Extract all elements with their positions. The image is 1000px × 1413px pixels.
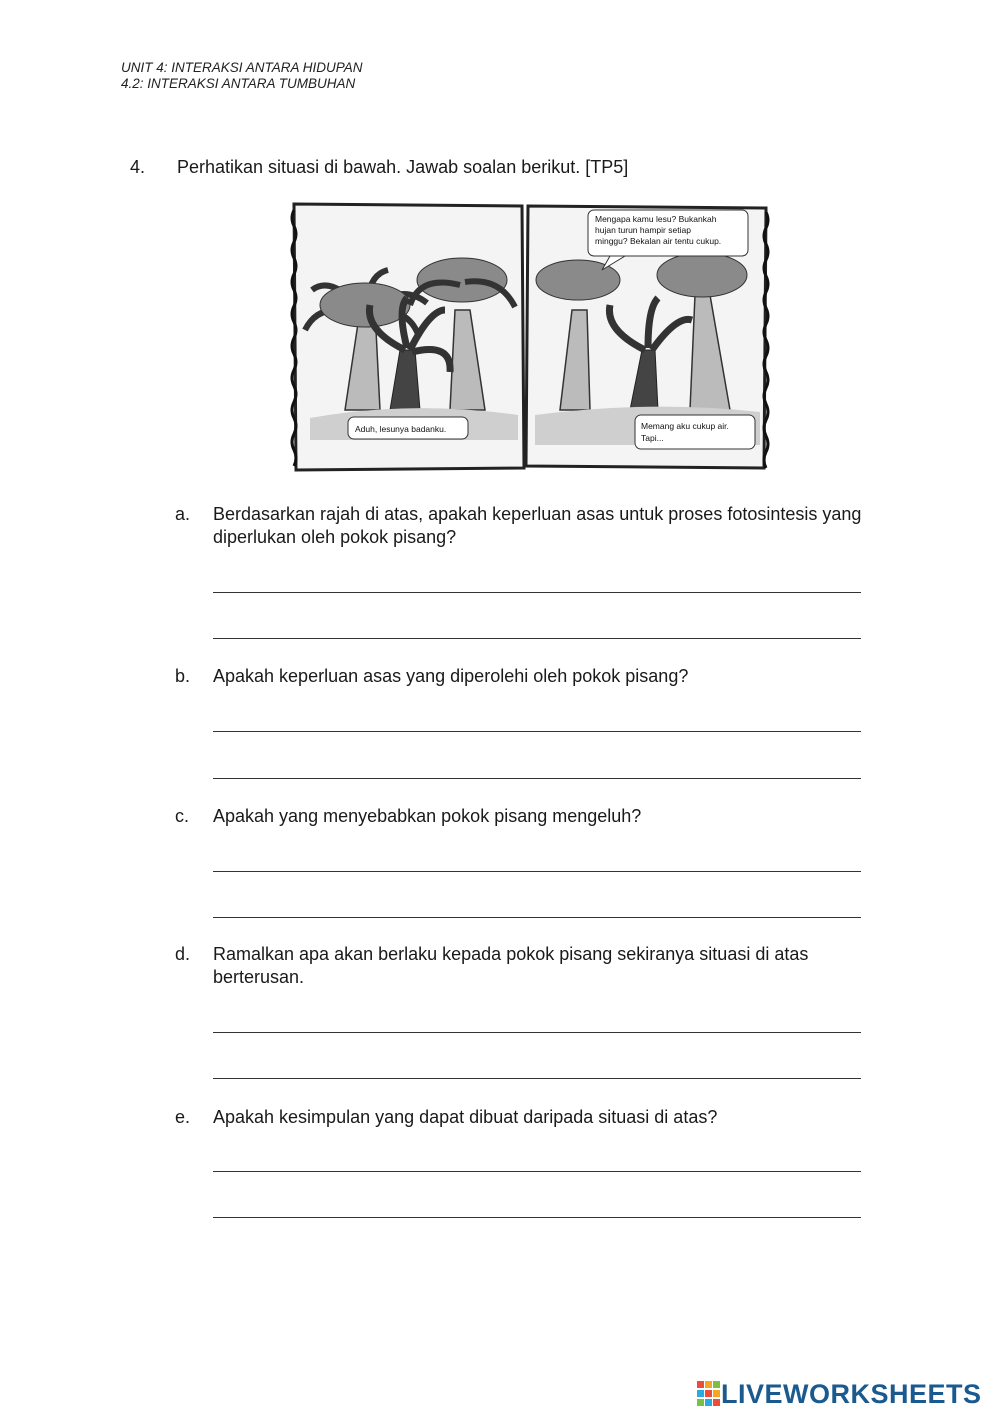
subquestion-label: e. bbox=[175, 1107, 191, 1127]
subquestion-text: Ramalkan apa akan berlaku kepada pokok pisang sekiranya situasi di atas berterusan. bbox=[213, 944, 809, 987]
subquestion-label: d. bbox=[175, 944, 191, 964]
answer-line-b1[interactable] bbox=[213, 731, 861, 732]
subquestion-text: Apakah yang menyebabkan pokok pisang mengeluh? bbox=[213, 806, 642, 826]
caption-line-1: Memang aku cukup air. bbox=[641, 421, 729, 431]
comic-illustration bbox=[290, 200, 770, 472]
answer-line-c2[interactable] bbox=[213, 917, 861, 918]
subquestion-label: a. bbox=[175, 504, 191, 524]
answer-line-e1[interactable] bbox=[213, 1171, 861, 1172]
unit-title: UNIT 4: INTERAKSI ANTARA HIDUPAN bbox=[121, 60, 363, 75]
subunit-title: 4.2: INTERAKSI ANTARA TUMBUHAN bbox=[121, 76, 356, 91]
liveworksheets-logo[interactable] bbox=[697, 1377, 982, 1411]
caption-line-2: Tapi... bbox=[641, 433, 664, 443]
subquestion-text: Apakah keperluan asas yang diperolehi oleh pokok pisang? bbox=[213, 666, 689, 686]
comic-panel-2 bbox=[526, 206, 768, 468]
question-instruction: Perhatikan situasi di bawah. Jawab soalan berikut. [TP5] bbox=[177, 157, 629, 177]
subquestion-text: Apakah kesimpulan yang dapat dibuat daripada situasi di atas? bbox=[213, 1107, 718, 1127]
answer-line-c1[interactable] bbox=[213, 871, 861, 872]
subquestion-label: b. bbox=[175, 666, 191, 686]
bubble-line-1: Mengapa kamu lesu? Bukankah bbox=[595, 214, 717, 224]
comic-panel-1 bbox=[292, 204, 524, 470]
liveworksheets-blocks-icon bbox=[697, 1381, 721, 1407]
answer-line-a1[interactable] bbox=[213, 592, 861, 593]
document-header bbox=[121, 60, 363, 92]
answer-line-d2[interactable] bbox=[213, 1078, 861, 1079]
answer-line-e2[interactable] bbox=[213, 1217, 861, 1218]
answer-line-a2[interactable] bbox=[213, 638, 861, 639]
subquestion-label: c. bbox=[175, 806, 190, 826]
logo-text: LIVEWORKSHEETS bbox=[721, 1378, 982, 1409]
bubble-line-2: hujan turun hampir setiap bbox=[595, 225, 691, 235]
question-number: 4. bbox=[130, 157, 146, 177]
bubble-line-3: minggu? Bekalan air tentu cukup. bbox=[595, 236, 722, 246]
subquestion-text: Berdasarkan rajah di atas, apakah keperluan asas untuk proses fotosintesis yang diperlukan oleh pokok pisang? bbox=[213, 504, 862, 547]
answer-line-b2[interactable] bbox=[213, 778, 861, 779]
panel1-caption: Aduh, lesunya badanku. bbox=[355, 424, 447, 434]
answer-line-d1[interactable] bbox=[213, 1032, 861, 1033]
